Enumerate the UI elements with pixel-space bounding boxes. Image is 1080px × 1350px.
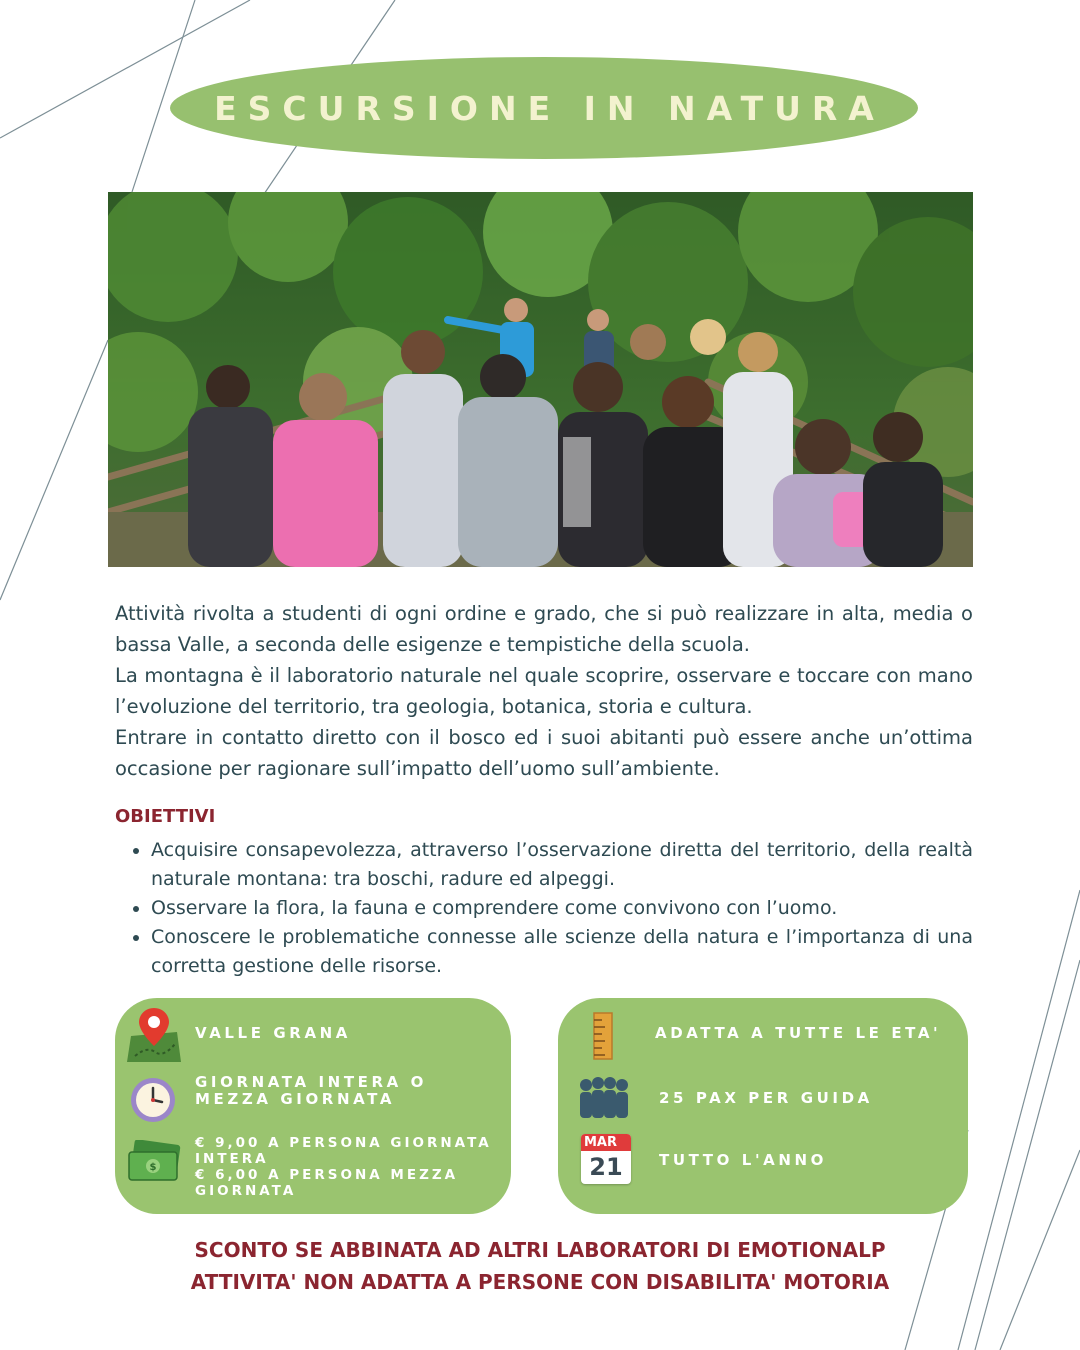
list-item: Acquisire consapevolezza, attraverso l’osservazione diretta del territorio, della realtà naturale montana: tra boschi, radure ed alpeggi. bbox=[130, 836, 973, 894]
period-text: TUTTO L'ANNO bbox=[659, 1151, 828, 1169]
list-item: Osservare la flora, la fauna e comprendere come convivono con l’uomo. bbox=[130, 894, 973, 923]
group-size-text: 25 PAX PER GUIDA bbox=[659, 1089, 873, 1107]
objectives-list bbox=[130, 836, 973, 981]
calendar-month: MAR bbox=[581, 1134, 631, 1151]
info-card-right bbox=[558, 998, 968, 1214]
hero-photo bbox=[108, 192, 973, 567]
accessibility-note: ATTIVITA' NON ADATTA A PERSONE CON DISABILITA' MOTORIA bbox=[190, 1270, 890, 1294]
info-card-left bbox=[115, 998, 511, 1214]
objectives-heading: OBIETTIVI bbox=[115, 806, 216, 827]
clock-icon bbox=[129, 1076, 177, 1124]
intro-paragraph: Entrare in contatto diretto con il bosco ed i suoi abitanti può essere anche un’ottima occasione per ragionare sull’impatto dell’uomo sull’ambiente. bbox=[115, 726, 973, 780]
ruler-icon bbox=[593, 1012, 613, 1060]
intro-text bbox=[115, 598, 973, 784]
map-location-icon bbox=[125, 1006, 183, 1062]
calendar-day: 21 bbox=[589, 1153, 623, 1181]
svg-text:$: $ bbox=[149, 1162, 157, 1173]
calendar-icon bbox=[581, 1134, 631, 1184]
price-text: € 9,00 A PERSONA GIORNATA INTERA € 6,00 A PERSONA MEZZA GIORNATA bbox=[195, 1135, 492, 1199]
list-item: Conoscere le problematiche connesse alle scienze della natura e l’importanza di una corretta gestione delle risorse. bbox=[130, 923, 973, 981]
age-text: ADATTA A TUTTE LE ETA' bbox=[655, 1024, 942, 1042]
duration-text: GIORNATA INTERA O MEZZA GIORNATA bbox=[195, 1073, 428, 1108]
intro-paragraph: Attività rivolta a studenti di ogni ordine e grado, che si può realizzare in alta, media o bassa Valle, a seconda delle esigenze e tempistiche della scuola. bbox=[115, 602, 973, 656]
money-icon bbox=[125, 1140, 183, 1184]
page-title: ESCURSIONE IN NATURA bbox=[214, 88, 885, 128]
group-icon bbox=[576, 1076, 630, 1118]
intro-paragraph: La montagna è il laboratorio naturale nel quale scoprire, osservare e toccare con mano l’evoluzione del territorio, tra geologia, botanica, storia e cultura. bbox=[115, 664, 973, 718]
discount-note: SCONTO SE ABBINATA AD ALTRI LABORATORI DI EMOTIONALP bbox=[194, 1238, 886, 1262]
location-text: VALLE GRANA bbox=[195, 1024, 352, 1042]
title-banner bbox=[170, 57, 918, 159]
